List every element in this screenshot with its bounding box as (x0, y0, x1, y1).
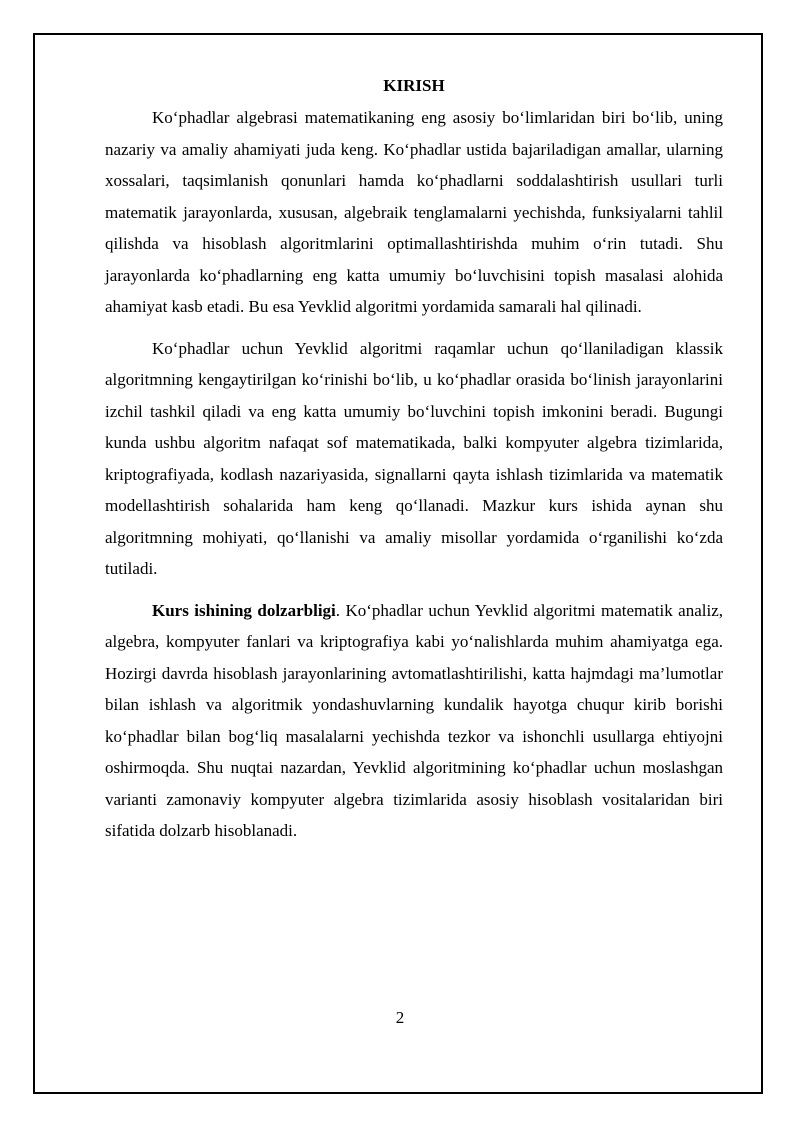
section-heading: KIRISH (383, 76, 445, 95)
relevance-lead: Kurs ishining dolzarbligi (152, 600, 336, 620)
paragraph-intro: Ko‘phadlar algebrasi matematikaning eng asosiy bo‘limlaridan biri bo‘lib, uning nazariy va amaliy ahamiyati juda keng. Ko‘phadlar ustida bajariladigan amallar, ularning xossalari, taqsimlanish qonunlari hamda ko‘phadlarni soddalashtirish usullari turli matematik jarayonlarda, xususan, algebraik tenglamalarni yechishda, funksiyalarni tahlil qilishda va hisoblash algoritmlarini optimallashtirishda muhim o‘rin tutadi. Shu jarayonlarda ko‘phadlarning eng katta umumiy bo‘luvchisini topish masalasi alohida ahamiyat kasb etadi. Bu esa Yevklid algoritmi yordamida samarali hal qilinadi. (105, 108, 723, 316)
paragraph-euclid: Ko‘phadlar uchun Yevklid algoritmi raqamlar uchun qo‘llaniladigan klassik algoritmning kengaytirilgan ko‘rinishi bo‘lib, u ko‘phadlar orasida bo‘linish jarayonlarini izchil tashkil qiladi va eng katta umumiy bo‘luvchini topish imkonini beradi. Bugungi kunda ushbu algoritm nafaqat sof matematikada, balki kompyuter algebra tizimlarida, kriptografiyada, kodlash nazariyasida, signallarni qayta ishlash tizimlarida va matematik modellashtirish sohalarida ham keng qo‘llanadi. Mazkur kurs ishida aynan shu algoritmning mohiyati, qo‘llanishi va amaliy misollar yordamida o‘rganilishi ko‘zda tutiladi. (105, 338, 723, 578)
document-body (105, 76, 723, 857)
paragraph-relevance (105, 595, 723, 847)
page-number: 2 (395, 1008, 405, 1027)
relevance-text: . Ko‘phadlar uchun Yevklid algoritmi matematik analiz, algebra, kompyuter fanlari va kriptografiya kabi yo‘nalishlarda muhim ahamiyatga ega. Hozirgi davrda hisoblash jarayonlarining avtomatlashtirilishi, katta hajmdagi ma’lumotlar bilan ishlash va algoritmik yondashuvlarning kundalik hayotga chuqur kirib borishi ko‘phadlar bilan bog‘liq masalalarni yechishda tezkor va ishonchli usullarga ehtiyojni oshirmoqda. Shu nuqtai nazardan, Yevklid algoritmining ko‘phadlar uchun moslashgan varianti zamonaviy kompyuter algebra tizimlarida asosiy hisoblash vositalaridan biri sifatida dolzarb hisoblanadi. (105, 600, 723, 840)
